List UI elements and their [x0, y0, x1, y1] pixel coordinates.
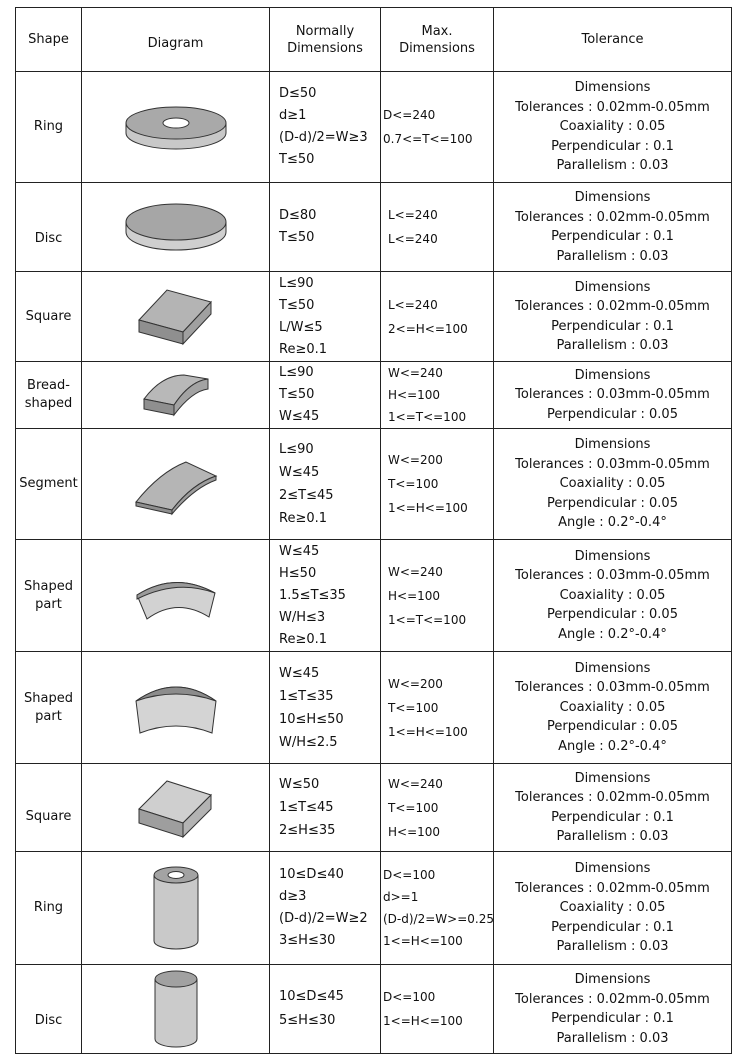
dome-part-magnet-icon — [130, 675, 222, 741]
tolerance-line: Angle : 0.2°-0.4° — [558, 626, 667, 642]
normal-dimension-line: 5≤H≤30 — [279, 1013, 336, 1028]
shape-cell — [16, 965, 82, 1054]
shape-cell — [16, 272, 82, 362]
max-dimension-line: (D-d)/2=W>=0.25 — [383, 912, 494, 926]
max-dimensions-cell — [381, 183, 494, 272]
curved-part-magnet-icon — [133, 567, 219, 625]
normal-dimensions-cell — [270, 72, 381, 183]
normal-dimension-line: 10≤D≤40 — [279, 867, 344, 882]
header-shape: Shape — [16, 8, 82, 72]
tolerance-line: Tolerances : 0.02mm-0.05mm — [515, 299, 710, 314]
tolerance-line: Perpendicular : 0.1 — [551, 318, 674, 334]
normal-dimension-line: W≤45 — [279, 543, 320, 559]
thick-block-magnet-icon — [131, 773, 221, 843]
tolerance-line: Parallelism : 0.03 — [556, 939, 669, 955]
max-dimension-line: 1<=H<=100 — [388, 724, 468, 739]
shape-cell — [16, 72, 82, 183]
normal-dimension-line: d≥1 — [279, 108, 307, 123]
normal-dimension-line: Re≥0.1 — [279, 511, 328, 526]
tolerance-line: Coaxiality : 0.05 — [559, 587, 666, 603]
shape-cell — [16, 764, 82, 852]
tolerance-line: Dimensions — [574, 80, 651, 96]
shape-label: Shaped — [24, 690, 73, 706]
max-dimension-line: T<=100 — [388, 700, 439, 715]
normal-dimension-line: 2≤T≤45 — [279, 488, 334, 503]
normal-dimension-line: (D-d)/2=W≥2 — [279, 911, 368, 926]
diagram-cell — [82, 965, 270, 1054]
header-max-line-2: Dimensions — [399, 40, 475, 56]
tolerance-line: Perpendicular : 0.1 — [551, 229, 674, 244]
tolerance-line: Angle : 0.2°-0.4° — [558, 738, 667, 754]
tolerance-line: Dimensions — [574, 770, 651, 786]
max-dimensions-cell — [381, 652, 494, 764]
normal-dimensions-cell — [270, 183, 381, 272]
max-dimension-line: D<=240 — [383, 108, 436, 122]
tolerance-line: Perpendicular : 0.1 — [551, 809, 674, 825]
tolerance-line: Dimensions — [574, 861, 651, 877]
normal-dimension-line: 1≤T≤45 — [279, 800, 334, 815]
bread-magnet-icon — [138, 369, 214, 421]
shape-label: part — [35, 708, 62, 724]
tolerance-line: Tolerances : 0.03mm-0.05mm — [515, 387, 710, 403]
arc-segment-magnet-icon — [130, 452, 222, 516]
rod-magnet-icon — [150, 967, 202, 1051]
shape-cell — [16, 429, 82, 540]
diagram-cell — [82, 652, 270, 764]
normal-dimension-line: H≤50 — [279, 565, 317, 581]
tolerance-cell — [494, 272, 732, 362]
tube-magnet-icon — [148, 863, 204, 953]
shape-cell — [16, 852, 82, 965]
normal-dimension-line: 10≤D≤45 — [279, 989, 344, 1004]
normal-dimensions-cell — [270, 852, 381, 965]
diagram-cell — [82, 429, 270, 540]
tolerance-line: Perpendicular : 0.05 — [547, 495, 678, 511]
max-dimension-line: D<=100 — [383, 990, 436, 1004]
max-dimension-line: 0.7<=T<=100 — [383, 132, 473, 146]
tolerance-line: Tolerances : 0.02mm-0.05mm — [515, 991, 710, 1007]
specification-table — [15, 7, 732, 1054]
table-row — [16, 429, 732, 540]
tolerance-line: Perpendicular : 0.05 — [547, 719, 678, 735]
normal-dimension-line: W≤45 — [279, 465, 320, 480]
tolerance-line: Parallelism : 0.03 — [556, 248, 669, 264]
normal-dimensions-cell — [270, 764, 381, 852]
header-max-line-1: Max. — [421, 23, 453, 39]
shape-label: shaped — [24, 396, 73, 411]
table-row — [16, 183, 732, 272]
shape-label: Square — [25, 808, 72, 824]
tolerance-line: Coaxiality : 0.05 — [559, 699, 666, 715]
max-dimension-line: 1<=H<=100 — [383, 1014, 463, 1028]
tolerance-line: Tolerances : 0.02mm-0.05mm — [515, 880, 710, 896]
normal-dimensions-cell — [270, 965, 381, 1054]
block-magnet-icon — [131, 284, 221, 350]
tolerance-line: Parallelism : 0.03 — [556, 1030, 669, 1046]
table-row — [16, 272, 732, 362]
header-tolerance: Tolerance — [494, 8, 732, 72]
tolerance-line: Tolerances : 0.02mm-0.05mm — [515, 790, 710, 805]
tolerance-cell — [494, 852, 732, 965]
tolerance-line: Perpendicular : 0.05 — [547, 406, 678, 422]
normal-dimension-line: 3≤H≤30 — [279, 933, 336, 948]
normal-dimensions-cell — [270, 652, 381, 764]
normal-dimensions-cell — [270, 429, 381, 540]
diagram-cell — [82, 540, 270, 652]
max-dimensions-cell — [381, 429, 494, 540]
header-normal-dimensions — [270, 8, 381, 72]
tolerance-cell — [494, 764, 732, 852]
tolerance-cell — [494, 362, 732, 429]
shape-cell — [16, 183, 82, 272]
max-dimension-line: 1<=H<=100 — [383, 934, 463, 948]
max-dimension-line: H<=100 — [388, 588, 441, 603]
tolerance-line: Dimensions — [574, 972, 651, 987]
tolerance-cell — [494, 72, 732, 183]
table-row — [16, 652, 732, 764]
normal-dimensions-cell — [270, 272, 381, 362]
tolerance-line: Dimensions — [574, 660, 651, 676]
shape-cell — [16, 652, 82, 764]
tolerance-line: Dimensions — [574, 190, 651, 205]
tolerance-line: Perpendicular : 0.1 — [551, 138, 674, 154]
tolerance-line: Perpendicular : 0.05 — [547, 607, 678, 623]
max-dimension-line: 1<=T<=100 — [388, 612, 467, 627]
normal-dimension-line: (D-d)/2=W≥3 — [279, 130, 368, 145]
max-dimension-line: 2<=H<=100 — [388, 321, 468, 336]
max-dimension-line: 1<=H<=100 — [388, 501, 468, 515]
diagram-cell — [82, 852, 270, 965]
header-normal-line-2: Dimensions — [287, 40, 363, 56]
shape-label: part — [35, 596, 62, 612]
tolerance-cell — [494, 540, 732, 652]
diagram-cell — [82, 764, 270, 852]
normal-dimension-line: L≤90 — [279, 365, 314, 380]
normal-dimension-line: 1≤T≤35 — [279, 688, 334, 704]
normal-dimension-line: L/W≤5 — [279, 319, 323, 335]
diagram-cell — [82, 72, 270, 183]
normal-dimension-line: Re≥0.1 — [279, 631, 328, 647]
header-diagram: Diagram — [82, 8, 270, 72]
tolerance-line: Perpendicular : 0.1 — [551, 919, 674, 935]
shape-cell — [16, 540, 82, 652]
max-dimensions-cell — [381, 362, 494, 429]
shape-label: Ring — [33, 119, 64, 134]
normal-dimension-line: T≤50 — [279, 152, 315, 167]
diagram-cell — [82, 183, 270, 272]
tolerance-line: Parallelism : 0.03 — [556, 338, 669, 353]
normal-dimension-line: T≤50 — [279, 230, 315, 245]
max-dimension-line: d>=1 — [383, 890, 419, 904]
tolerance-line: Tolerances : 0.03mm-0.05mm — [515, 456, 710, 472]
normal-dimension-line: 2≤H≤35 — [279, 823, 336, 838]
max-dimension-line: L<=240 — [388, 232, 438, 246]
max-dimension-line: W<=240 — [388, 564, 443, 579]
max-dimension-line: L<=240 — [388, 208, 438, 222]
tolerance-line: Coaxiality : 0.05 — [559, 476, 666, 492]
max-dimensions-cell — [381, 72, 494, 183]
table-row — [16, 540, 732, 652]
tolerance-line: Parallelism : 0.03 — [556, 829, 669, 844]
disc-magnet-icon — [121, 198, 231, 256]
normal-dimension-line: D≤80 — [279, 208, 317, 223]
tolerance-line: Dimensions — [574, 279, 651, 295]
tolerance-line: Coaxiality : 0.05 — [559, 900, 666, 916]
table-row — [16, 764, 732, 852]
tolerance-cell — [494, 652, 732, 764]
normal-dimensions-cell — [270, 362, 381, 429]
table-row — [16, 965, 732, 1054]
normal-dimensions-cell — [270, 540, 381, 652]
max-dimensions-cell — [381, 764, 494, 852]
tolerance-line: Angle : 0.2°-0.4° — [558, 515, 667, 531]
normal-dimension-line: W≤45 — [279, 665, 320, 681]
max-dimension-line: T<=100 — [388, 800, 439, 815]
diagram-cell — [82, 362, 270, 429]
shape-label: Shaped — [24, 578, 73, 594]
max-dimension-line: D<=100 — [383, 868, 436, 882]
max-dimension-line: W<=240 — [388, 776, 443, 791]
normal-dimension-line: 1.5≤T≤35 — [279, 587, 346, 603]
normal-dimension-line: L≤90 — [279, 442, 314, 457]
tolerance-line: Tolerances : 0.03mm-0.05mm — [515, 568, 710, 584]
max-dimensions-cell — [381, 540, 494, 652]
diagram-cell — [82, 272, 270, 362]
tolerance-line: Tolerances : 0.03mm-0.05mm — [515, 680, 710, 696]
tolerance-cell — [494, 965, 732, 1054]
normal-dimension-line: 10≤H≤50 — [279, 711, 344, 727]
tolerance-line: Perpendicular : 0.1 — [551, 1011, 674, 1026]
max-dimensions-cell — [381, 965, 494, 1054]
shape-label: Disc — [34, 231, 63, 246]
table-row — [16, 72, 732, 183]
max-dimension-line: L<=240 — [388, 297, 438, 312]
shape-cell — [16, 362, 82, 429]
tolerance-line: Coaxiality : 0.05 — [559, 119, 666, 135]
normal-dimension-line: T≤50 — [279, 387, 315, 402]
header-normal-line-1: Normally — [295, 23, 355, 39]
normal-dimension-line: D≤50 — [279, 86, 317, 101]
normal-dimension-line: W≤50 — [279, 777, 320, 792]
shape-label: Segment — [19, 476, 78, 491]
normal-dimension-line: W/H≤2.5 — [279, 734, 338, 750]
max-dimensions-cell — [381, 852, 494, 965]
max-dimension-line: H<=100 — [388, 824, 441, 839]
ring-magnet-icon — [121, 97, 231, 157]
max-dimension-line: W<=200 — [388, 453, 443, 467]
tolerance-line: Tolerances : 0.02mm-0.05mm — [515, 209, 710, 225]
shape-label: Ring — [33, 900, 64, 915]
table-row — [16, 852, 732, 965]
header-max-dimensions — [381, 8, 494, 72]
normal-dimension-line: Re≥0.1 — [279, 341, 328, 357]
table-row — [16, 362, 732, 429]
normal-dimension-line: W≤45 — [279, 409, 320, 424]
max-dimension-line: W<=240 — [388, 366, 443, 380]
tolerance-line: Dimensions — [574, 367, 651, 383]
tolerance-cell — [494, 183, 732, 272]
max-dimension-line: H<=100 — [388, 388, 441, 402]
tolerance-line: Parallelism : 0.03 — [556, 158, 669, 174]
normal-dimension-line: L≤90 — [279, 275, 314, 291]
normal-dimension-line: d≥3 — [279, 889, 307, 904]
tolerance-line: Dimensions — [574, 437, 651, 453]
shape-label: Disc — [34, 1013, 63, 1028]
shape-label: Bread- — [27, 378, 70, 393]
max-dimensions-cell — [381, 272, 494, 362]
normal-dimension-line: T≤50 — [279, 297, 315, 313]
normal-dimension-line: W/H≤3 — [279, 609, 326, 625]
shape-label: Square — [25, 308, 72, 324]
tolerance-line: Dimensions — [574, 548, 651, 564]
header-row — [16, 8, 732, 72]
max-dimension-line: T<=100 — [388, 477, 439, 491]
tolerance-cell — [494, 429, 732, 540]
max-dimension-line: 1<=T<=100 — [388, 410, 467, 424]
tolerance-line: Tolerances : 0.02mm-0.05mm — [515, 99, 710, 115]
max-dimension-line: W<=200 — [388, 676, 443, 691]
